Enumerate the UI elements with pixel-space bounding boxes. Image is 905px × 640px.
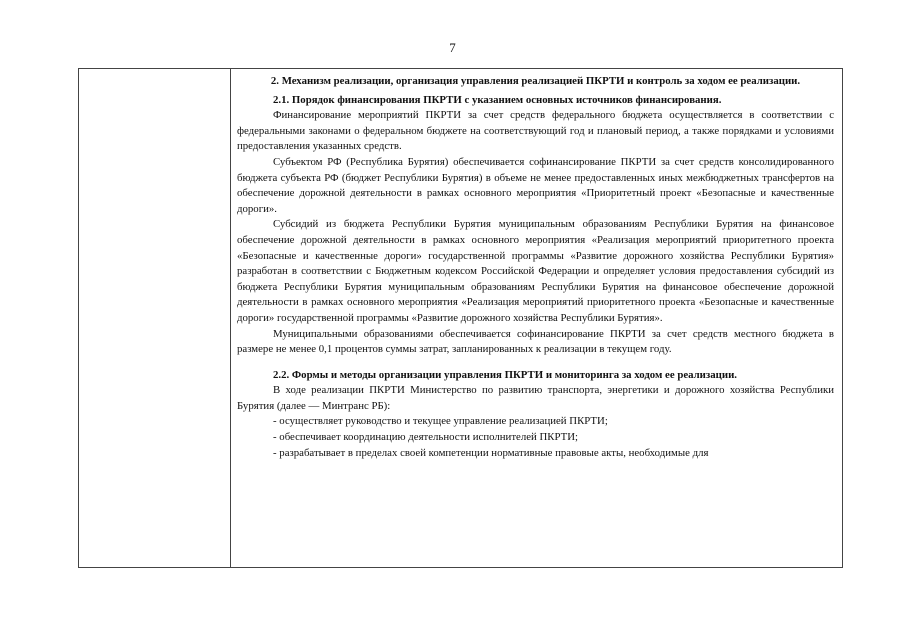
subsection-heading-2-1: 2.1. Порядок финансирования ПКРТИ с указанием основных источников финансирования. bbox=[273, 93, 722, 106]
paragraph: Субъектом РФ (Республика Бурятия) обеспечивается софинансирование ПКРТИ за счет средств консолидированного бюджета субъекта РФ (бюджет Республики Бурятия) в объеме не менее предоставленных иных межбюджетных трансфертов на обеспечение дорожной деятельности в рамках основного мероприятия «Приоритетный проект «Безопасные и качественные дороги». bbox=[237, 155, 834, 215]
paragraph: В ходе реализации ПКРТИ Министерство по развитию транспорта, энергетики и дорожного хозяйства Республики Бурятия (далее — Минтранс РБ): bbox=[237, 384, 834, 412]
paragraph: Субсидий из бюджета Республики Бурятия муниципальным образованиям Республики Бурятия на финансовое обеспечение дорожной деятельности в рамках основного мероприятия «Реализация мероприятий приоритетного проекта «Безопасные и качественные дороги» государственной программы «Развитие дорожного хозяйства Республики Бурятия» разработан в соответствии с Бюджетным кодексом Российской Федерации и определяет условия предоставления субсидий из бюджета Республики Бурятия муниципальным образованиям Республики Бурятия на финансовое обеспечение дорожной деятельности в рамках основного мероприятия «Реализация мероприятий приоритетного проекта «Безопасные и качественные дороги» государственной программы «Развитие дорожного хозяйства Республики Бурятия». bbox=[237, 218, 834, 324]
paragraph: Муниципальными образованиями обеспечивается софинансирование ПКРТИ за счет средств местного бюджета в размере не менее 0,1 процентов суммы затрат, запланированных к реализации в текущем году. bbox=[237, 327, 834, 356]
paragraph: Финансирование мероприятий ПКРТИ за счет средств федерального бюджета осуществляется в соответствии с федеральными законами о федеральном бюджете на соответствующий год и плановый период, а также порядками и условиями предоставления указанных средств. bbox=[237, 109, 834, 153]
subsection-heading-2-2: 2.2. Формы и методы организации управления ПКРТИ и мониторинга за ходом ее реализации. bbox=[273, 368, 737, 381]
list-item: - осуществляет руководство и текущее управление реализацией ПКРТИ; bbox=[273, 415, 608, 428]
list-item: - разрабатывает в пределах своей компетенции нормативные правовые акты, необходимые для bbox=[273, 446, 709, 459]
document-table bbox=[78, 68, 843, 568]
table-content-column bbox=[231, 69, 842, 567]
list-item: - обеспечивает координацию деятельности исполнителей ПКРТИ; bbox=[273, 431, 579, 444]
section-title: 2. Механизм реализации, организация управления реализацией ПКРТИ и контроль за ходом ее реализации. bbox=[270, 75, 801, 87]
page-number: 7 bbox=[449, 40, 456, 55]
table-left-column bbox=[79, 69, 231, 567]
